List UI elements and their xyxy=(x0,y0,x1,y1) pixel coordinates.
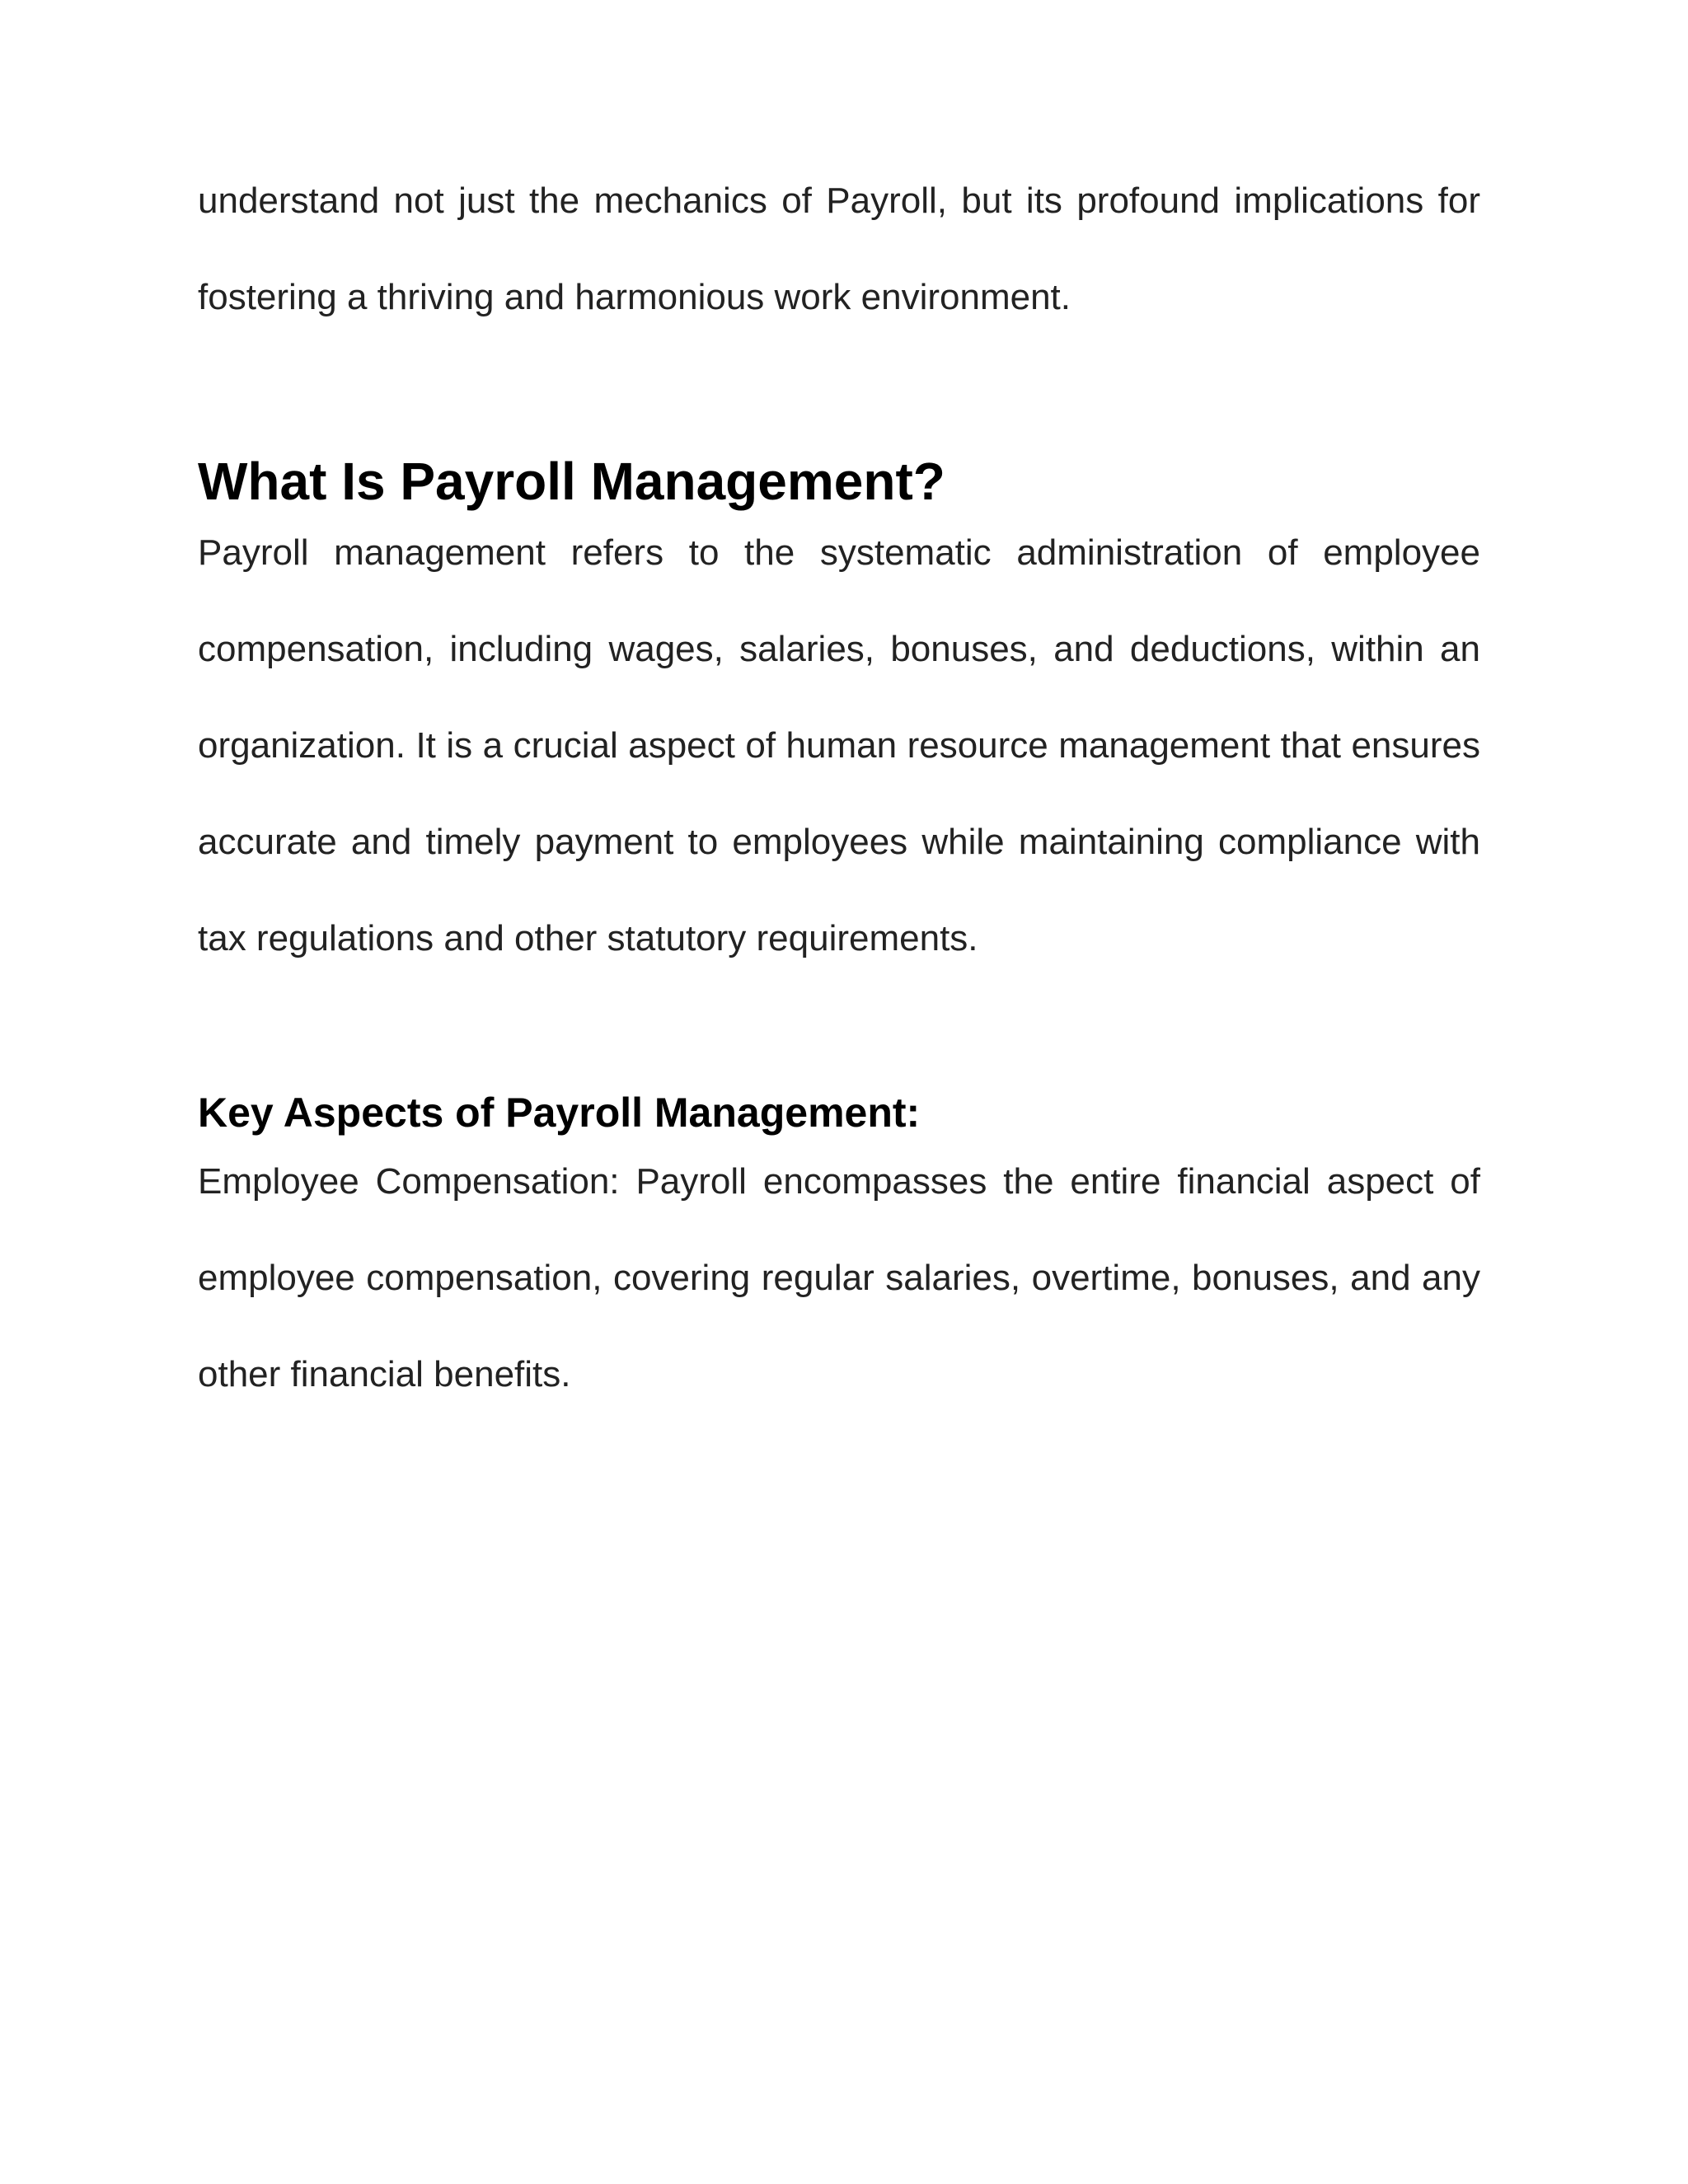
subsection-heading-block xyxy=(198,1088,1480,1137)
section-paragraph-block xyxy=(198,532,1480,1019)
intro-block xyxy=(198,180,1480,378)
subsection-paragraph-block xyxy=(198,1161,1480,1455)
subsection-paragraph: Employee Compensation: Payroll encompasses the entire financial aspect of employee compensation, covering regular salaries, overtime, bonuses, and any other financial benefits. xyxy=(198,1161,1480,1394)
subsection-heading: Key Aspects of Payroll Management: xyxy=(198,1090,921,1136)
section-paragraph: Payroll management refers to the systematic administration of employee compensation, including wages, salaries, bonuses, and deductions, within an organization. It is a crucial aspect of human resource management that ensures accurate and timely payment to employees while maintaining compliance with tax regulations and other statutory requirements. xyxy=(198,532,1480,958)
intro-paragraph: understand not just the mechanics of Payroll, but its profound implications for fostering a thriving and harmonious work environment. xyxy=(198,180,1480,317)
section-heading-block xyxy=(198,451,1480,512)
section-heading: What Is Payroll Management? xyxy=(198,452,945,511)
